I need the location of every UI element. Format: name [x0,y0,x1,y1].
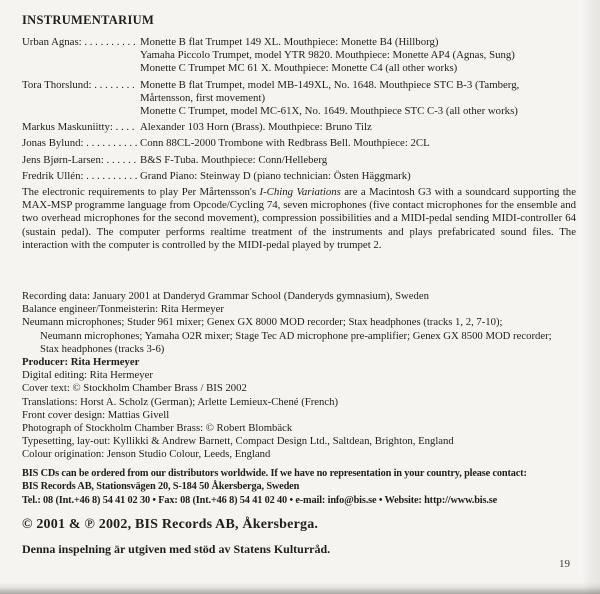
instrument-line: B&S F-Tuba. Mouthpiece: Conn/Helleberg [140,153,328,166]
credit-line-producer: Producer: Rita Hermeyer [22,356,140,369]
instrument-line: Monette C Trumpet MC 61 X. Mouthpiece: Monette C4 (all other works) [140,62,458,75]
instrument-row [22,154,576,167]
instrument-row [22,79,576,119]
credit-line-equipment-1: Neumann microphones; Studer 961 mixer; Genex GX 8000 MOD recorder; Stax headphones (tracks 1, 2, 7-10); [22,316,503,329]
instrument-description [140,170,576,183]
credit-line-colour-origination: Colour origination: Jenson Studio Colour, Leeds, England [22,448,271,461]
instrument-description [140,154,576,167]
credit-line-recording-data: Recording data: January 2001 at Danderyd Grammar School (Danderyds gymnasium), Sweden [22,290,429,303]
credit-line-front-cover-design: Front cover design: Mattias Givell [22,408,170,421]
credit-line-equipment-3: Stax headphones (tracks 3-6) [40,342,165,355]
credit-line-equipment-2: Neumann microphones; Yamaha O2R mixer; Stage Tec AD microphone pre-amplifier; Genex GX 8500 MOD recorder; [40,329,552,342]
instrument-description [140,137,576,150]
contact-line-address: BIS Records AB, Stationsvägen 20, S-184 50 Åkersberga, Sweden [22,481,300,493]
performer-name: Jonas Bylund: . . . . . . . . . . [22,137,138,150]
page-number: 19 [559,558,570,570]
instrument-row [22,121,576,134]
performer-name: Urban Agnas: . . . . . . . . . . [22,36,136,48]
instrument-row [22,137,576,150]
instrument-line: Grand Piano: Steinway D (piano technician: Östen Häggmark) [140,169,411,182]
credit-line-typesetting: Typesetting, lay-out: Kyllikki & Andrew Barnett, Compact Design Ltd., Saltdean, Brighton, England [22,435,454,448]
credit-line-digital-editing: Digital editing: Rita Hermeyer [22,369,153,382]
electronics-paragraph [22,186,576,252]
contact-line-tel-fax-email-website: Tel.: 08 (Int.+46 8) 54 41 02 30 • Fax: 08 (Int.+46 8) 54 41 02 40 • e-mail: info@bis.se • Website: http://www.bis.se [22,494,498,506]
credit-line-balance-engineer: Balance engineer/Tonmeisterin: Rita Hermeyer [22,303,224,316]
instrument-line: Yamaha Piccolo Trumpet, model YTR 9820. Mouthpiece: Monette AP4 (Agnas, Sung) [140,49,515,62]
credit-line-photograph: Photograph of Stockholm Chamber Brass: © Robert Blombäck [22,422,293,435]
paragraph-text: The electronic requirements to play Per Mårtensson's [22,186,260,199]
instrument-description [140,121,576,134]
credits-block [22,290,576,462]
instrument-line: Monette B flat Trumpet 149 XL. Mouthpiece: Monette B4 (Hillborg) [140,36,439,48]
performer-name: Tora Thorslund: . . . . . . . . [22,78,135,91]
paragraph-text: are a Macintosh G3 with a soundcard supporting the MAX-MSP programme language from Opcode/Cycling 74, seven microphones (five contact microphones for the ensemble and two overhead microphones for the second movement), compression possibilities and a MIDI-pedal sending MIDI-controller 64 (sustain pedal). The computer performs realtime treatment of the instruments and plays prefabricated sound files. The interaction with the computer is controlled by the MIDI-pedal played by trumpet 2. [22,186,577,251]
distributor-contact-block [22,467,576,507]
instrument-line: Alexander 103 Horn (Brass). Mouthpiece: Bruno Tilz [140,121,372,134]
instrument-row [22,36,576,76]
instrument-description [140,36,576,76]
page-title: INSTRUMENTARIUM [22,13,155,27]
instrument-line: Conn 88CL-2000 Trombone with Redbrass Bell. Mouthpiece: 2CL [140,137,430,150]
performer-name: Jens Bjørn-Larsen: . . . . . . [22,153,137,166]
credit-line-cover-text: Cover text: © Stockholm Chamber Brass / BIS 2002 [22,382,247,395]
instrument-line: Mårtensson, first movement) [140,91,266,104]
instrument-row [22,170,576,183]
instrument-line: Monette C Trumpet, model MC-61X, No. 1649. Mouthpiece STC C-3 (all other works) [140,105,518,118]
performer-name: Fredrik Ullén: . . . . . . . . . . [22,169,138,182]
support-note: Denna inspelning är utgiven med stöd av Statens Kulturråd. [22,541,331,556]
instrumentarium-list [22,36,576,183]
scan-edge-shadow [0,582,600,594]
copyright-line: © 2001 & ℗ 2002, BIS Records AB, Åkersberga. [22,516,319,532]
instrument-description [140,79,576,119]
performer-name: Markus Maskuniitty: . . . . [22,121,135,134]
work-title-italic: I-Ching Variations [259,186,341,199]
instrument-line: Monette B flat Trumpet, model MB-149XL, No. 1648. Mouthpiece STC B-3 (Tamberg, [140,78,520,91]
credit-line-translations: Translations: Horst A. Scholz (German); Arlette Lemieux-Chené (French) [22,395,338,408]
contact-line-distributors: BIS CDs can be ordered from our distributors worldwide. If we have no representation in your country, please contact: [22,467,527,479]
